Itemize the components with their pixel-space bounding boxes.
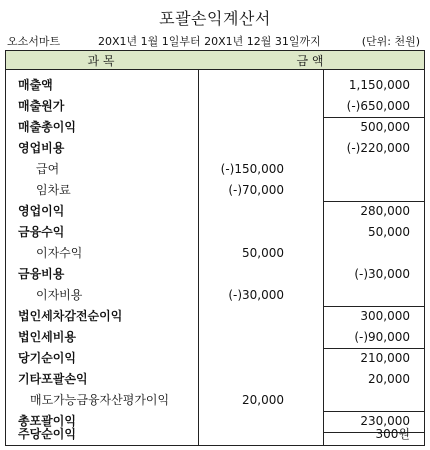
row-right-amount: 300원 (375, 427, 410, 441)
table-header (6, 51, 424, 70)
row-label: 법인세비용 (18, 330, 76, 344)
row-label: 영업이익 (18, 204, 65, 218)
table-row (6, 180, 424, 201)
row-right-amount: (-)650,000 (346, 99, 410, 113)
row-mid-amount: (-)70,000 (228, 183, 284, 197)
table-row (6, 75, 424, 96)
row-label: 매도가능금융자산평가이익 (30, 393, 170, 407)
header-amount: 금 액 (296, 54, 324, 68)
row-label: 금융비용 (18, 267, 65, 281)
row-mid-amount: 20,000 (242, 393, 284, 407)
company-name: 오소서마트 (7, 35, 61, 48)
row-label: 매출원가 (18, 99, 65, 113)
row-right-amount: (-)90,000 (354, 330, 410, 344)
header-item: 과 목 (87, 54, 115, 68)
row-label: 이자수익 (36, 246, 83, 260)
row-right-amount: 1,150,000 (348, 78, 410, 92)
row-right-amount: 280,000 (360, 204, 410, 218)
row-right-amount: (-)30,000 (354, 267, 410, 281)
table-row (6, 138, 424, 159)
row-label: 금융수익 (18, 225, 65, 239)
table-row (6, 424, 424, 445)
income-statement-table (5, 50, 425, 446)
table-row (6, 285, 424, 306)
table-row (6, 117, 424, 138)
row-label: 이자비용 (36, 288, 83, 302)
row-mid-amount: 50,000 (242, 246, 284, 260)
table-row (6, 201, 424, 222)
table-row (6, 159, 424, 180)
row-right-amount: 300,000 (360, 309, 410, 323)
row-right-amount: 50,000 (368, 225, 410, 239)
row-right-amount: 210,000 (360, 351, 410, 365)
row-label: 총포괄이익 (18, 414, 76, 428)
row-label: 영업비용 (18, 141, 65, 155)
table-row (6, 327, 424, 348)
row-label: 법인세차감전순이익 (18, 309, 123, 323)
row-right-amount: 20,000 (368, 372, 410, 386)
table-row (6, 306, 424, 327)
table-row (6, 369, 424, 390)
document-title: 포괄손익계산서 (159, 9, 271, 28)
table-row (6, 96, 424, 117)
row-label: 주당순이익 (18, 427, 76, 441)
row-mid-amount: (-)30,000 (228, 288, 284, 302)
table-row (6, 264, 424, 285)
table-row (6, 243, 424, 264)
row-right-amount: 500,000 (360, 120, 410, 134)
table-row (6, 348, 424, 369)
row-right-amount: (-)220,000 (346, 141, 410, 155)
row-label: 기타포괄손익 (18, 372, 88, 386)
row-label: 매출액 (18, 78, 53, 92)
reporting-period: 20X1년 1월 1일부터 20X1년 12월 31일까지 (98, 35, 321, 48)
row-label: 급여 (36, 162, 60, 176)
table-row (6, 222, 424, 243)
row-mid-amount: (-)150,000 (220, 162, 284, 176)
row-label: 당기순이익 (18, 351, 76, 365)
row-right-amount: 230,000 (360, 414, 410, 428)
unit-note: (단위: 천원) (361, 35, 420, 48)
table-row (6, 390, 424, 411)
row-label: 임차료 (36, 183, 71, 197)
row-label: 매출총이익 (18, 120, 76, 134)
